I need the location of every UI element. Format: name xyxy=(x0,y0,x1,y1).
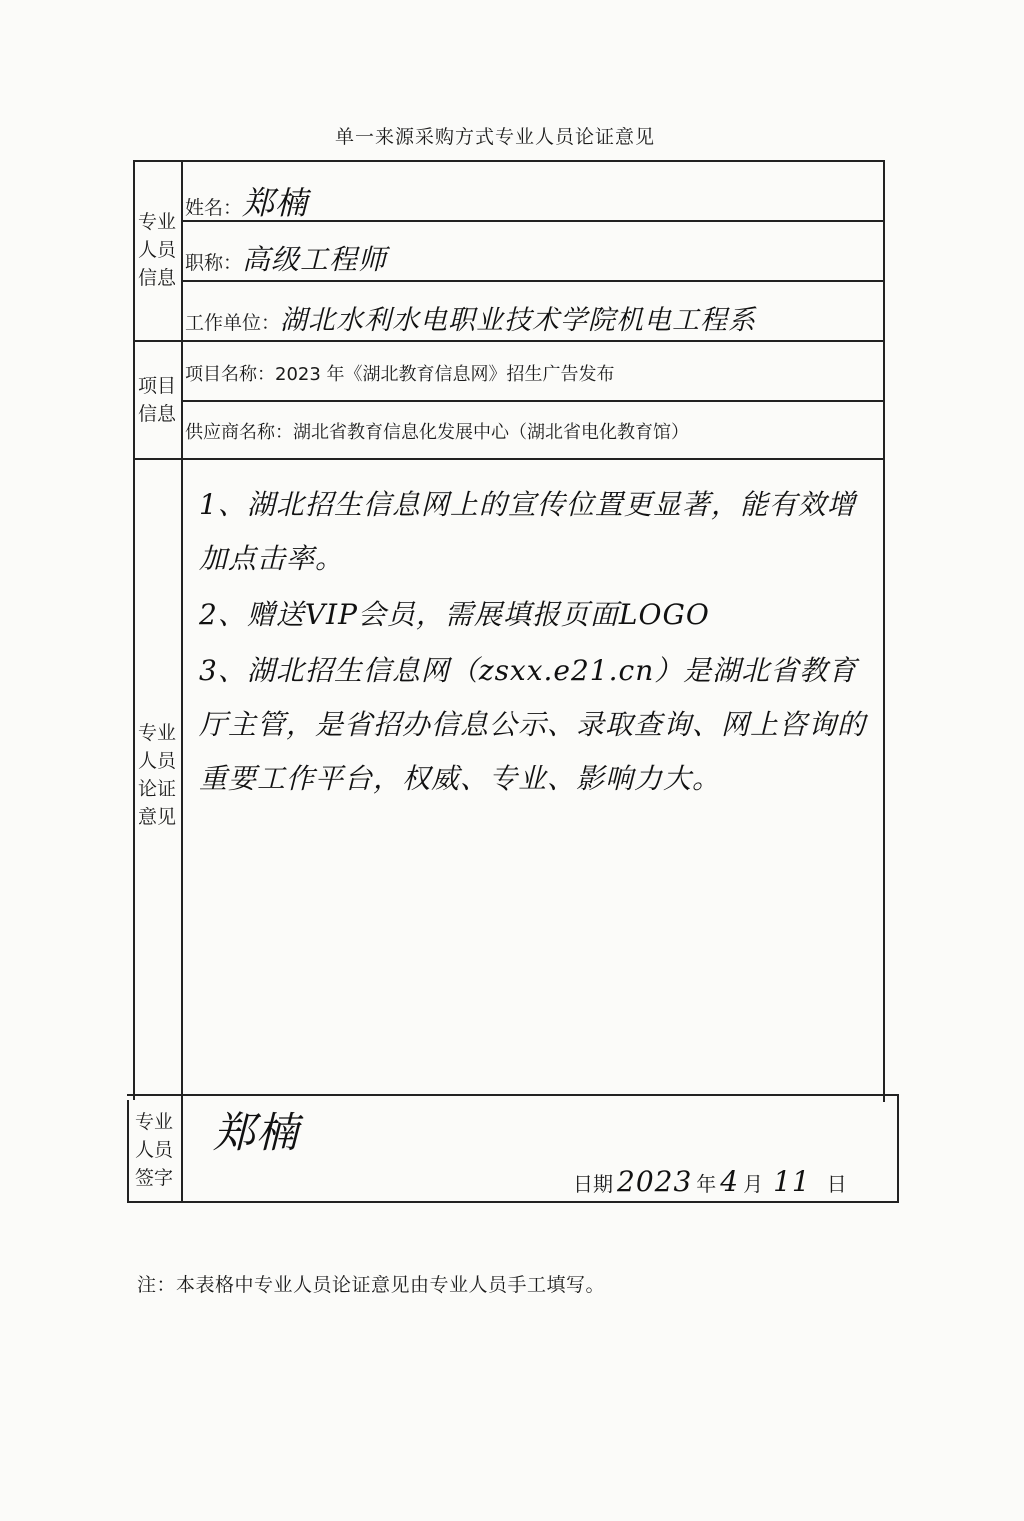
unit-value: 湖北水利水电职业技术学院机电工程系 xyxy=(280,305,757,336)
form-border-right-lower xyxy=(897,1094,899,1203)
date-year-unit: 年 xyxy=(696,1172,717,1196)
section-divider-3 xyxy=(127,1094,899,1096)
opinion-line: 1、湖北招生信息网上的宣传位置更显著，能有效增加点击率。 xyxy=(199,488,856,575)
category-text: 信息 xyxy=(137,403,176,425)
section-divider-2 xyxy=(133,458,885,460)
form-border-bottom xyxy=(127,1201,899,1203)
category-text: 签字 xyxy=(134,1167,173,1189)
category-text: 论证 xyxy=(137,778,176,800)
opinion-text xyxy=(199,478,879,808)
opinion-line: 2、赠送VIP会员，需展填报页面LOGO xyxy=(199,598,710,631)
category-text: 人员 xyxy=(137,750,176,772)
supplier-value: 湖北省教育信息化发展中心（湖北省电化教育馆） xyxy=(293,422,689,443)
title-field xyxy=(185,238,387,278)
page-title: 单一来源采购方式专业人员论证意见 xyxy=(334,126,655,148)
opinion-line: 3、湖北招生信息网（zsxx.e21.cn）是湖北省教育厅主管，是省招办信息公示、录取查询、网上咨询的重要工作平台，权威、专业、影响力大。 xyxy=(199,654,867,795)
form-border-left xyxy=(133,160,135,1100)
opinion-form xyxy=(133,160,885,1203)
title-value: 高级工程师 xyxy=(242,243,388,276)
project-name-value: 2023 年《湖北教育信息网》招生广告发布 xyxy=(275,364,615,385)
title-label: 职称： xyxy=(185,252,243,274)
date-day: 11 xyxy=(773,1165,811,1198)
form-border-top xyxy=(133,160,885,162)
supplier-field xyxy=(185,418,689,444)
date-year: 2023 xyxy=(617,1165,693,1198)
category-text: 人员 xyxy=(137,239,176,261)
date-label: 日期 xyxy=(573,1172,613,1196)
date-month-unit: 月 xyxy=(743,1172,764,1196)
date-field xyxy=(573,1165,847,1198)
category-text: 专业 xyxy=(134,1111,173,1133)
unit-field xyxy=(185,298,756,337)
project-name-field xyxy=(185,360,615,386)
row-divider-2 xyxy=(181,280,883,282)
column-divider xyxy=(181,160,183,1203)
name-field xyxy=(185,178,308,224)
supplier-label: 供应商名称： xyxy=(185,422,293,443)
category-text: 人员 xyxy=(134,1139,173,1161)
unit-label: 工作单位： xyxy=(185,312,281,334)
category-opinion xyxy=(133,710,181,840)
form-border-right xyxy=(883,160,885,1102)
category-text: 意见 xyxy=(137,806,176,828)
category-project-info xyxy=(133,360,181,440)
date-month: 4 xyxy=(720,1165,740,1198)
category-signature xyxy=(127,1100,181,1200)
signature-handwriting: 郑楠 xyxy=(213,1108,300,1157)
row-divider-3 xyxy=(181,400,883,402)
date-day-unit: 日 xyxy=(826,1172,847,1196)
category-text: 信息 xyxy=(137,267,176,289)
project-name-label: 项目名称： xyxy=(185,364,275,385)
footnote: 注：本表格中专业人员论证意见由专业人员手工填写。 xyxy=(137,1274,606,1296)
category-text: 专业 xyxy=(137,211,176,233)
category-text: 项目 xyxy=(137,375,176,397)
section-divider-1 xyxy=(133,340,885,342)
category-text: 专业 xyxy=(137,722,176,744)
category-personnel-info xyxy=(133,200,181,300)
name-label: 姓名： xyxy=(185,197,243,219)
name-value: 郑楠 xyxy=(242,184,309,222)
